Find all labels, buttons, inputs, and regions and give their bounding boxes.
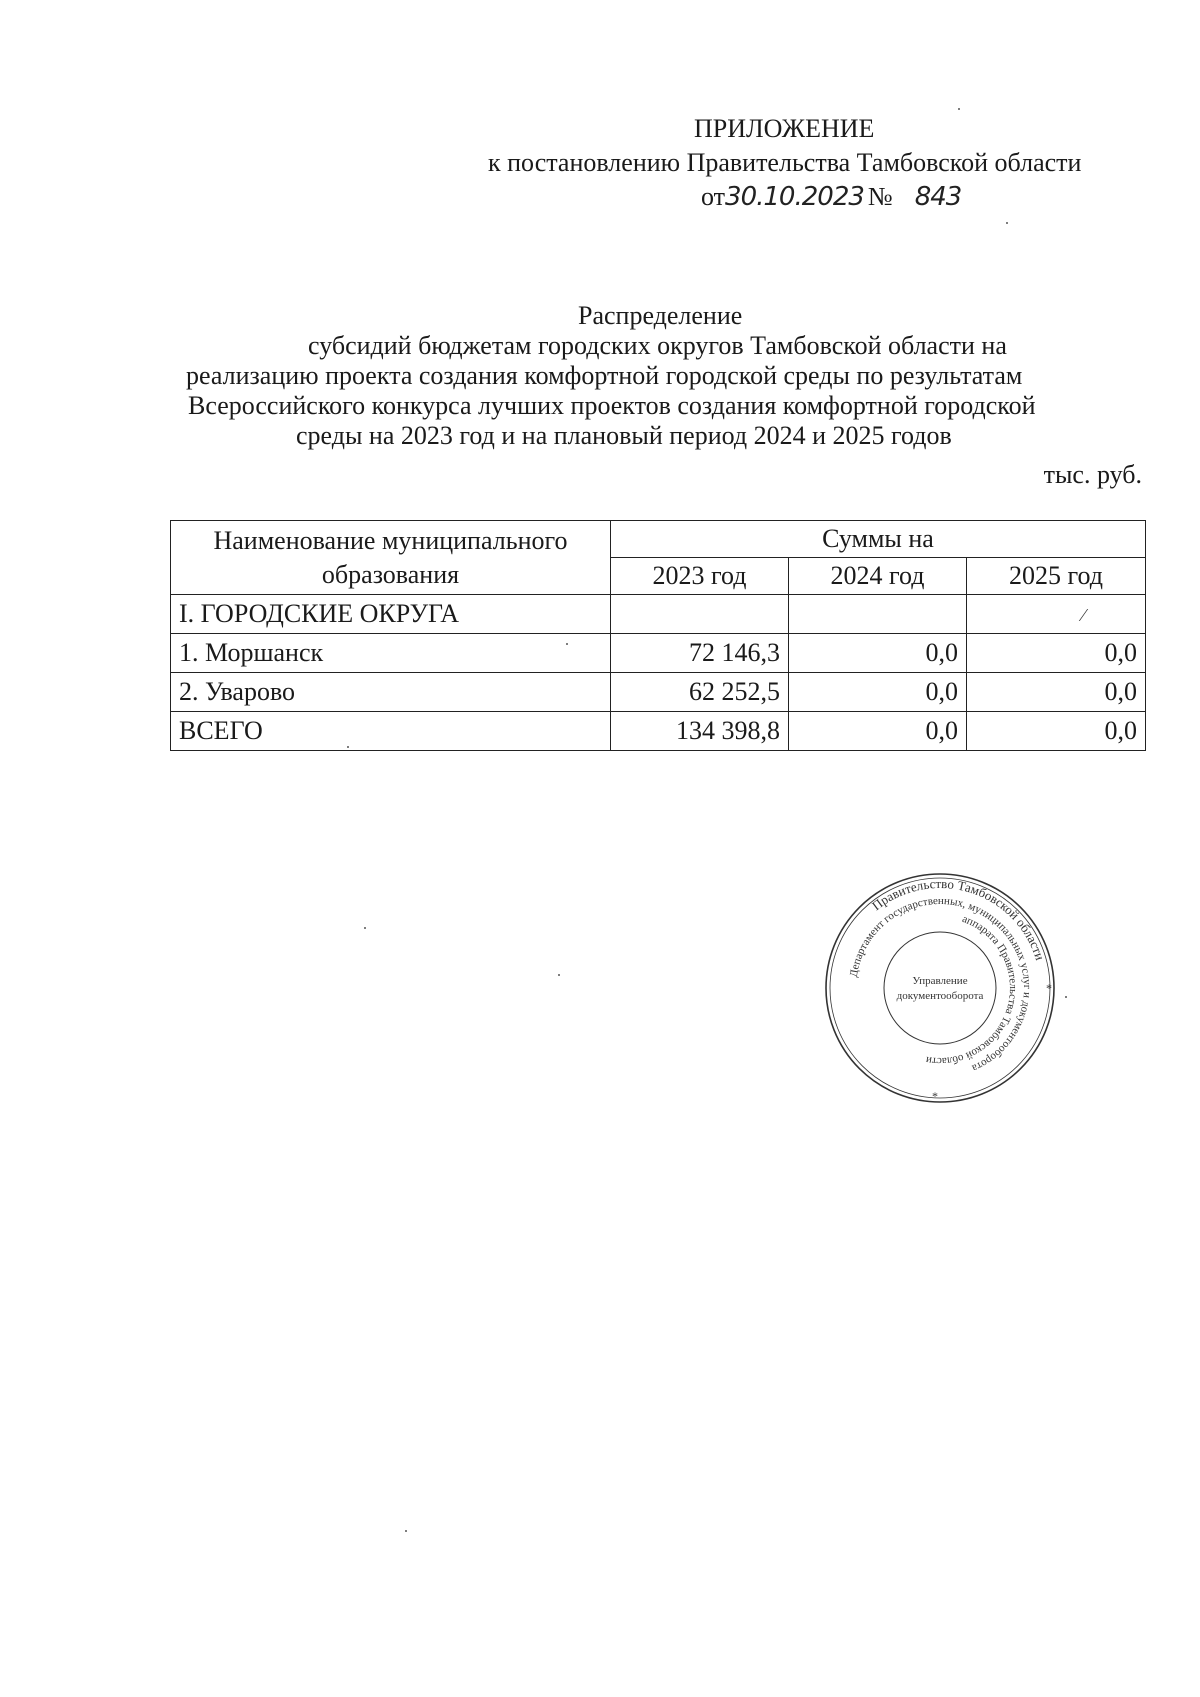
stamp-center-line-2: документооборота (896, 990, 984, 1002)
stamp-star-icon: * (932, 1089, 938, 1103)
distribution-table (170, 520, 1146, 751)
stamp-seal-icon (820, 868, 1060, 1108)
number-label: № (867, 182, 893, 211)
row-value-2023: 72 146,3 (611, 634, 789, 673)
row-name: 1. Моршанск (171, 634, 611, 673)
row-value-2023: 62 252,5 (611, 673, 789, 712)
units-label: тыс. руб. (1043, 460, 1142, 489)
stamp-middle-text: Департамент государственных, муниципальных услуг и документооборота (847, 894, 1034, 1075)
stamp-center-line-1: Управление (912, 975, 968, 987)
handwritten-number: 843 (914, 182, 962, 212)
appendix-subtitle: к постановлению Правительства Тамбовской области (488, 148, 1082, 177)
row-value-2024: 0,0 (789, 634, 967, 673)
scan-speck (364, 927, 366, 929)
scan-speck (558, 974, 560, 976)
stamp-star-icon: * (1046, 981, 1052, 995)
column-header-sums: Суммы на (611, 521, 1146, 558)
row-name: 2. Уварово (171, 673, 611, 712)
row-value-2024: 0,0 (789, 673, 967, 712)
scan-speck (1006, 222, 1008, 224)
table-cell (611, 595, 789, 634)
appendix-dateline (701, 180, 961, 214)
section-row (171, 595, 1146, 634)
stamp-outer-text: Правительство Тамбовской области (869, 875, 1048, 962)
scan-speck (347, 746, 349, 748)
table-cell (967, 595, 1146, 634)
row-name: ВСЕГО (171, 712, 611, 751)
row-value-2025: 0,0 (967, 712, 1146, 751)
column-header-2024: 2024 год (789, 558, 967, 595)
scan-speck (405, 1530, 407, 1532)
column-header-2023: 2023 год (611, 558, 789, 595)
table-cell (789, 595, 967, 634)
heading-line-5: среды на 2023 год и на плановый период 2024 и 2025 годов (296, 421, 952, 450)
row-value-2025: 0,0 (967, 634, 1146, 673)
scan-speck (958, 108, 960, 110)
heading-line-4: Всероссийского конкурса лучших проектов создания комфортной городской (188, 391, 1036, 420)
table-header-row (171, 521, 1146, 558)
date-prefix: от (701, 182, 726, 211)
pen-mark: ⁄ (1082, 605, 1086, 625)
column-header-2025: 2025 год (967, 558, 1146, 595)
table-row (171, 634, 1146, 673)
heading-line-2: субсидий бюджетам городских округов Тамбовской области на (308, 331, 1007, 360)
official-stamp (820, 868, 1060, 1108)
scan-speck (1065, 996, 1067, 998)
table-row (171, 673, 1146, 712)
table-total-row (171, 712, 1146, 751)
appendix-title: ПРИЛОЖЕНИЕ (694, 114, 875, 143)
row-value-2024: 0,0 (789, 712, 967, 751)
handwritten-date: 30.10.2023 (725, 182, 864, 212)
heading-line-3: реализацию проекта создания комфортной городской среды по результатам (186, 361, 1023, 390)
row-value-2023: 134 398,8 (611, 712, 789, 751)
section-label: I. ГОРОДСКИЕ ОКРУГА (171, 595, 611, 634)
heading-line-1: Распределение (578, 301, 743, 330)
scan-speck (566, 643, 568, 645)
row-value-2025: 0,0 (967, 673, 1146, 712)
column-header-name: Наименование муниципального образования (171, 521, 611, 595)
stamp-inner-text: аппарата Правительства Тамбовской области (924, 912, 1020, 1068)
